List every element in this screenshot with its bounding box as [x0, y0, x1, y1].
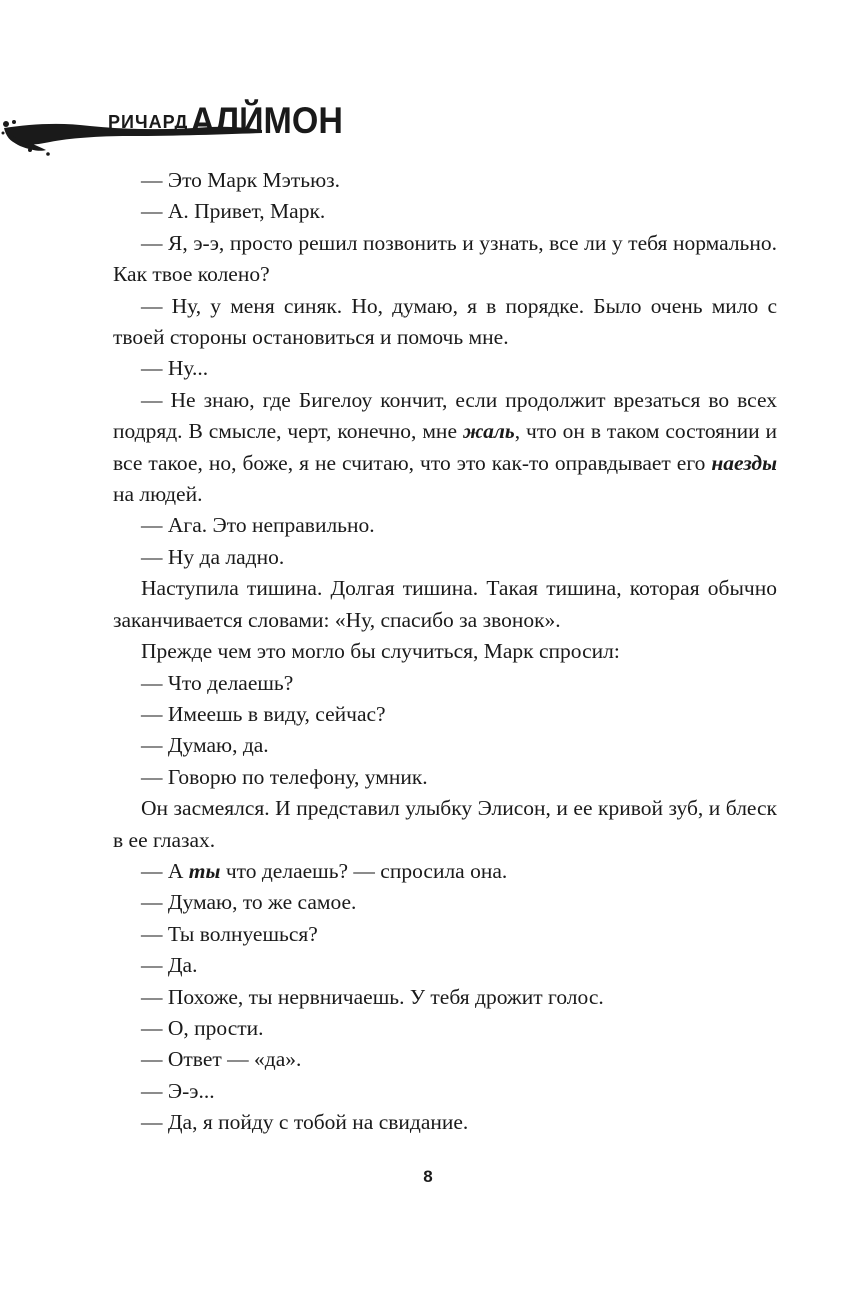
paragraph: — О, прости.	[141, 1015, 264, 1040]
paragraph-text: — А	[141, 858, 184, 883]
paragraph: — Что делаешь?	[141, 670, 294, 695]
paragraph: — Ну да ладно.	[141, 544, 285, 569]
paragraph: — Ты волнуешься?	[141, 921, 318, 946]
paragraph	[113, 385, 777, 511]
paragraph: — Говорю по телефону, умник.	[141, 764, 428, 789]
paragraph: — Да, я пойду с тобой на свидание.	[141, 1110, 469, 1135]
paragraph-text: — Не знаю, где Бигелоу кончит, если продолжит врезаться во всех подряд. В смысле, черт, конечно, мне	[113, 387, 777, 444]
italic-text: ты	[188, 858, 221, 883]
author-name	[108, 100, 343, 142]
body-text	[113, 165, 777, 1139]
paragraph: Он засмеялся. И представил улыбку Элисон, и ее кривой зуб, и блеск в ее глазах.	[113, 796, 777, 852]
paragraph: — Э-э...	[141, 1078, 215, 1103]
italic-text: жаль	[462, 419, 515, 444]
author-first-name: РИЧАРД	[108, 112, 189, 132]
paragraph: — Я, э-э, просто решил позвонить и узнать, все ли у тебя нормально. Как твое колено?	[113, 230, 777, 287]
paragraph: — Думаю, да.	[141, 733, 269, 758]
paragraph: — А. Привет, Марк.	[141, 199, 326, 224]
paragraph: — Думаю, то же самое.	[141, 890, 357, 915]
paragraph-text: , что он в таком состоянии и все такое, но, боже, я не считаю, что это как-то оправдывает его	[113, 419, 778, 475]
paragraph	[113, 856, 777, 887]
paragraph-text: на людей.	[113, 482, 203, 507]
paragraph: — Ну...	[141, 356, 209, 381]
paragraph: — Ага. Это неправильно.	[141, 513, 375, 538]
paragraph: — Похоже, ты нервничаешь. У тебя дрожит голос.	[141, 984, 604, 1009]
paragraph: — Да.	[141, 953, 198, 978]
paragraph: — Имеешь в виду, сейчас?	[141, 701, 386, 726]
paragraph-text: что делаешь? — спросила она.	[225, 858, 508, 883]
author-last-name: АЛЙМОН	[190, 100, 343, 142]
paragraph: Наступила тишина. Долгая тишина. Такая тишина, которая обычно заканчивается словами: «Ну, спасибо за звонок».	[113, 576, 777, 632]
paragraph: — Это Марк Мэтьюз.	[141, 168, 341, 192]
paragraph: Прежде чем это могло бы случиться, Марк спросил:	[141, 639, 620, 664]
paragraph: — Ответ — «да».	[141, 1047, 302, 1072]
italic-text: наезды	[711, 450, 778, 475]
paragraph: — Ну, у меня синяк. Но, думаю, я в порядке. Было очень мило с твоей стороны остановиться и помочь мне.	[113, 293, 777, 350]
page-number: 8	[423, 1167, 433, 1186]
